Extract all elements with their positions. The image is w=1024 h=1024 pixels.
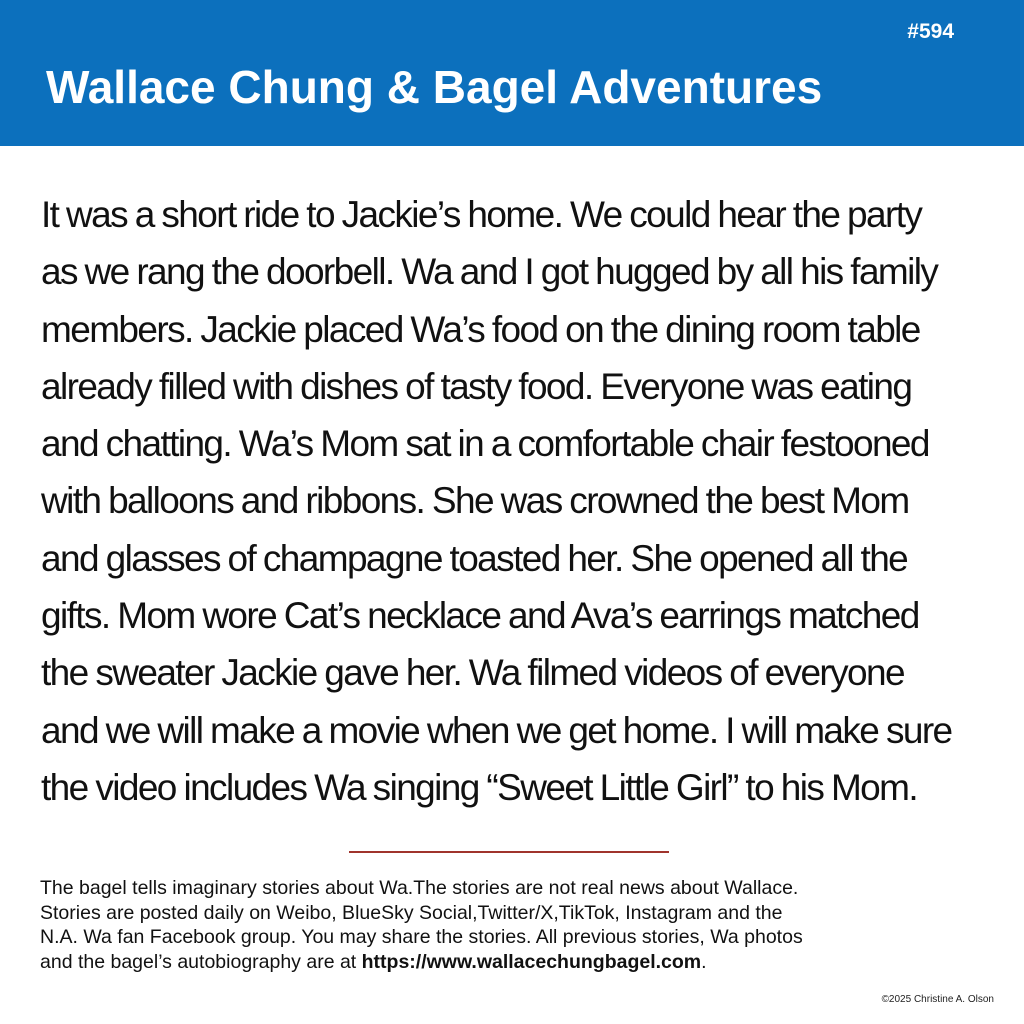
story-number: #594: [907, 20, 954, 43]
story-line: and we will make a movie when we get home. I will make sure: [41, 709, 952, 751]
disclaimer-line: [40, 950, 1000, 975]
story-line: members. Jackie placed Wa’s food on the dining room table: [41, 308, 920, 350]
story-line: and chatting. Wa’s Mom sat in a comfortable chair festooned: [41, 423, 929, 465]
story-line: already filled with dishes of tasty food. Everyone was eating: [41, 365, 912, 407]
story-line: It was a short ride to Jackie’s home. We could hear the party: [41, 194, 922, 235]
story-line: the sweater Jackie gave her. Wa filmed videos of everyone: [41, 652, 904, 694]
disclaimer-last-line-suffix: .: [701, 950, 707, 973]
disclaimer-last-line-prefix: and the bagel’s autobiography are at: [40, 950, 362, 973]
disclaimer-line: Stories are posted daily on Weibo, BlueSky Social,Twitter/X,TikTok, Instagram and the: [40, 901, 783, 924]
story-line: and glasses of champagne toasted her. She opened all the: [41, 537, 908, 579]
disclaimer: [40, 876, 1000, 974]
disclaimer-line: The bagel tells imaginary stories about Wa.The stories are not real news about Wallace.: [40, 877, 799, 899]
divider: [349, 851, 669, 853]
website-link[interactable]: https://www.wallacechungbagel.com: [361, 950, 702, 973]
story-line: with balloons and ribbons. She was crowned the best Mom: [41, 480, 909, 522]
story-line: gifts. Mom wore Cat’s necklace and Ava’s earrings matched: [41, 595, 919, 637]
disclaimer-line: N.A. Wa fan Facebook group. You may share the stories. All previous stories, Wa photos: [40, 926, 803, 948]
header-banner: [0, 0, 1024, 146]
page-title: Wallace Chung & Bagel Adventures: [46, 61, 823, 113]
story-body: [41, 186, 1001, 816]
story-line: the video includes Wa singing “Sweet Little Girl” to his Mom.: [41, 766, 918, 808]
story-line: as we rang the doorbell. Wa and I got hugged by all his family: [41, 251, 938, 293]
copyright-notice: ©2025 Christine A. Olson: [881, 994, 994, 1005]
